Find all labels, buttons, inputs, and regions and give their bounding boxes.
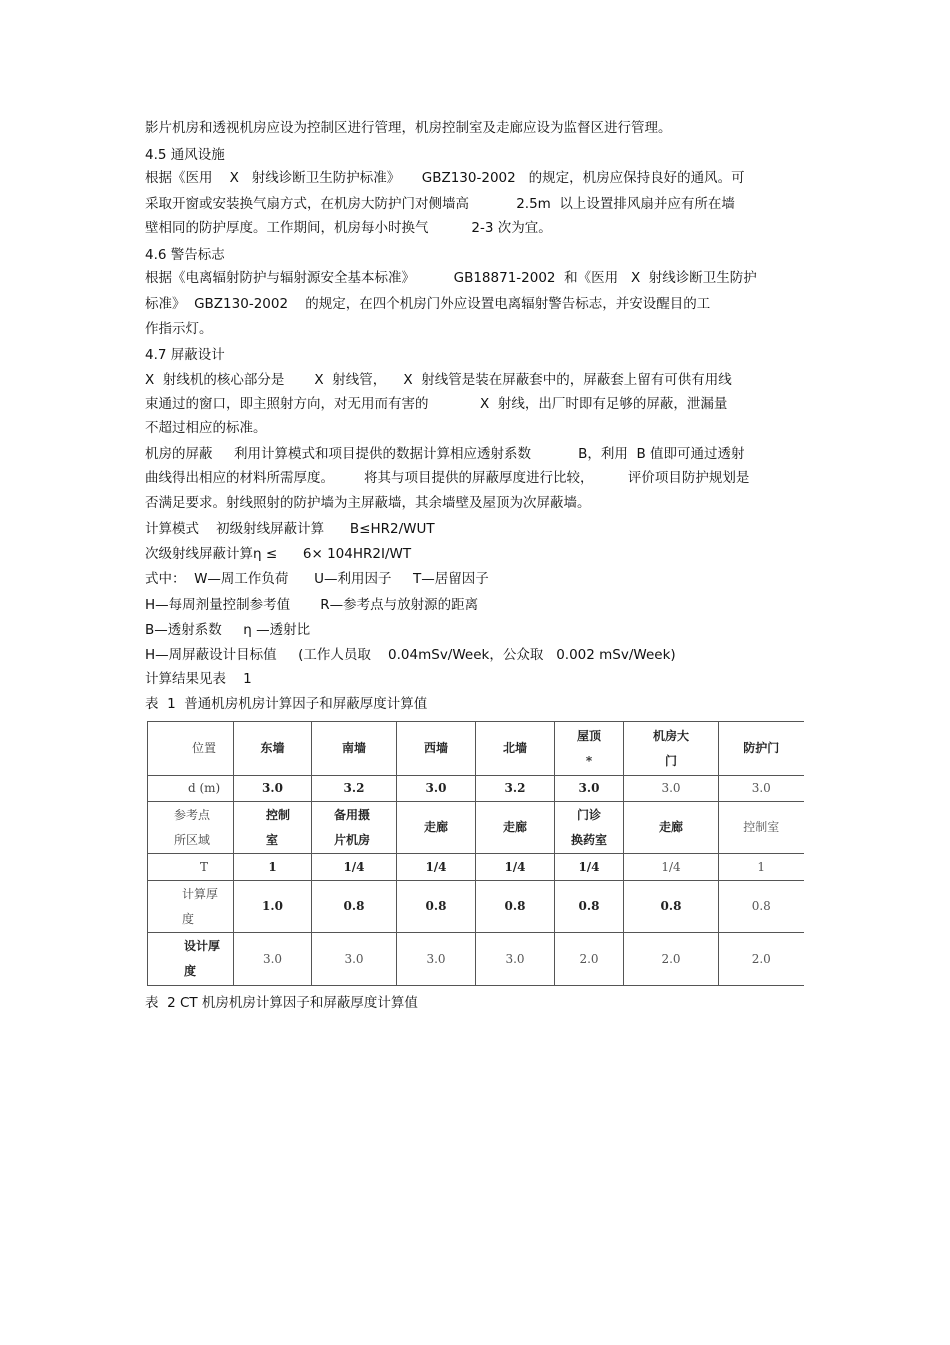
table-header-cell: 西墙 bbox=[397, 722, 476, 776]
table-cell: 1/4 bbox=[312, 854, 397, 881]
formula-line: 次级射线屏蔽计算η ≤ 6× 104HR2I/WT bbox=[145, 546, 412, 562]
table-cell: 1/4 bbox=[555, 854, 624, 881]
table-header-cell: 机房大 门 bbox=[624, 722, 719, 776]
table-cell: 控制 室 bbox=[234, 802, 312, 854]
table-row bbox=[148, 802, 804, 854]
table-cell: 1 bbox=[234, 854, 312, 881]
paragraph-line: 影片机房和透视机房应设为控制区进行管理，机房控制室及走廊应设为监督区进行管理。 bbox=[145, 120, 672, 136]
table-cell: 参考点 所区域 bbox=[148, 802, 234, 854]
table-cell: 计算厚 度 bbox=[148, 881, 234, 933]
table-cell: 3.0 bbox=[476, 933, 555, 986]
paragraph-line: 采取开窗或安装换气扇方式，在机房大防护门对侧墙高 2.5m 以上设置排风扇并应有所在墙 bbox=[145, 196, 735, 212]
paragraph-line: 曲线得出相应的材料所需厚度。 将其与项目提供的屏蔽厚度进行比较， 评价项目防护规划是 bbox=[145, 470, 750, 486]
paragraph-line: X 射线机的核心部分是 X 射线管， X 射线管是装在屏蔽套中的，屏蔽套上留有可供有用线 bbox=[145, 372, 732, 388]
table-cell: 备用摄 片机房 bbox=[312, 802, 397, 854]
paragraph-line: 否满足要求。射线照射的防护墙为主屏蔽墙，其余墙壁及屋顶为次屏蔽墙。 bbox=[145, 495, 591, 511]
section-heading: 4.5 通风设施 bbox=[145, 147, 225, 163]
paragraph-line: 束通过的窗口，即主照射方向，对无用而有害的 X 射线，出厂时即有足够的屏蔽，泄漏量 bbox=[145, 396, 728, 412]
formula-line: B—透射系数 η —透射比 bbox=[145, 622, 311, 638]
table-row bbox=[148, 933, 804, 986]
table-caption: 表 1 普通机房机房计算因子和屏蔽厚度计算值 bbox=[145, 696, 428, 712]
table-cell: 走廊 bbox=[397, 802, 476, 854]
paragraph-line: 根据《医用 X 射线诊断卫生防护标准》 GBZ130-2002 的规定，机房应保持良好的通风。可 bbox=[145, 170, 745, 186]
table-cell: 2.0 bbox=[719, 933, 804, 986]
table-cell: 2.0 bbox=[555, 933, 624, 986]
table-cell: 3.0 bbox=[397, 933, 476, 986]
table-cell: 3.0 bbox=[555, 776, 624, 802]
shielding-table bbox=[147, 721, 804, 986]
table-cell: 1.0 bbox=[234, 881, 312, 933]
table-cell: 1/4 bbox=[624, 854, 719, 881]
table-cell: 3.0 bbox=[312, 933, 397, 986]
table-caption: 表 2 CT 机房机房计算因子和屏蔽厚度计算值 bbox=[145, 995, 418, 1011]
paragraph-line: 不超过相应的标准。 bbox=[145, 420, 267, 436]
table-header-cell: 东墙 bbox=[234, 722, 312, 776]
formula-line: 计算模式 初级射线屏蔽计算 B≤HR2/WUT bbox=[145, 521, 435, 537]
table-cell: 0.8 bbox=[476, 881, 555, 933]
table-cell: 3.2 bbox=[312, 776, 397, 802]
table-cell: 3.0 bbox=[397, 776, 476, 802]
table-cell: 0.8 bbox=[555, 881, 624, 933]
table-cell: 3.0 bbox=[234, 933, 312, 986]
table-cell: 设计厚 度 bbox=[148, 933, 234, 986]
table-row bbox=[148, 776, 804, 802]
table-header-cell: 北墙 bbox=[476, 722, 555, 776]
table-header-cell: 位置 bbox=[148, 722, 234, 776]
table-cell: 3.0 bbox=[719, 776, 804, 802]
table-header-cell: 防护门 bbox=[719, 722, 804, 776]
table-cell: 3.0 bbox=[624, 776, 719, 802]
table-cell: 门诊 换药室 bbox=[555, 802, 624, 854]
paragraph-line: 根据《电离辐射防护与辐射源安全基本标准》 GB18871-2002 和《医用 X 射线诊断卫生防护 bbox=[145, 270, 757, 286]
table-cell: T bbox=[148, 854, 234, 881]
table-row bbox=[148, 854, 804, 881]
paragraph-line: 壁相同的防护厚度。工作期间，机房每小时换气 2-3 次为宜。 bbox=[145, 220, 552, 236]
formula-line: H—每周剂量控制参考值 R—参考点与放射源的距离 bbox=[145, 597, 479, 613]
paragraph-line: 计算结果见表 1 bbox=[145, 671, 252, 687]
paragraph-line: 作指示灯。 bbox=[145, 321, 213, 337]
paragraph-line: 机房的屏蔽 利用计算模式和项目提供的数据计算相应透射系数 B，利用 B 值即可通过透射 bbox=[145, 446, 745, 462]
formula-line: H—周屏蔽设计目标值 (工作人员取 0.04mSv/Week，公众取 0.002 mSv/Week) bbox=[145, 647, 676, 663]
table-header-cell: 屋顶 * bbox=[555, 722, 624, 776]
table-cell: 控制室 bbox=[719, 802, 804, 854]
table-cell: 1/4 bbox=[397, 854, 476, 881]
formula-line: 式中： W—周工作负荷 U—利用因子 T—居留因子 bbox=[145, 571, 489, 587]
table-cell: 3.2 bbox=[476, 776, 555, 802]
table-cell: 走廊 bbox=[476, 802, 555, 854]
table-cell: 0.8 bbox=[312, 881, 397, 933]
table-row bbox=[148, 881, 804, 933]
table-cell: 0.8 bbox=[624, 881, 719, 933]
section-heading: 4.6 警告标志 bbox=[145, 247, 225, 263]
table-cell: 0.8 bbox=[397, 881, 476, 933]
table-header-row bbox=[148, 722, 804, 776]
table-cell: 2.0 bbox=[624, 933, 719, 986]
table-header-cell: 南墙 bbox=[312, 722, 397, 776]
table-cell: 走廊 bbox=[624, 802, 719, 854]
table-cell: d (m) bbox=[148, 776, 234, 802]
table-cell: 3.0 bbox=[234, 776, 312, 802]
paragraph-line: 标准》 GBZ130-2002 的规定，在四个机房门外应设置电离辐射警告标志，并安设醒目的工 bbox=[145, 296, 711, 312]
table-cell: 1 bbox=[719, 854, 804, 881]
section-heading: 4.7 屏蔽设计 bbox=[145, 347, 225, 363]
table-cell: 1/4 bbox=[476, 854, 555, 881]
table-cell: 0.8 bbox=[719, 881, 804, 933]
